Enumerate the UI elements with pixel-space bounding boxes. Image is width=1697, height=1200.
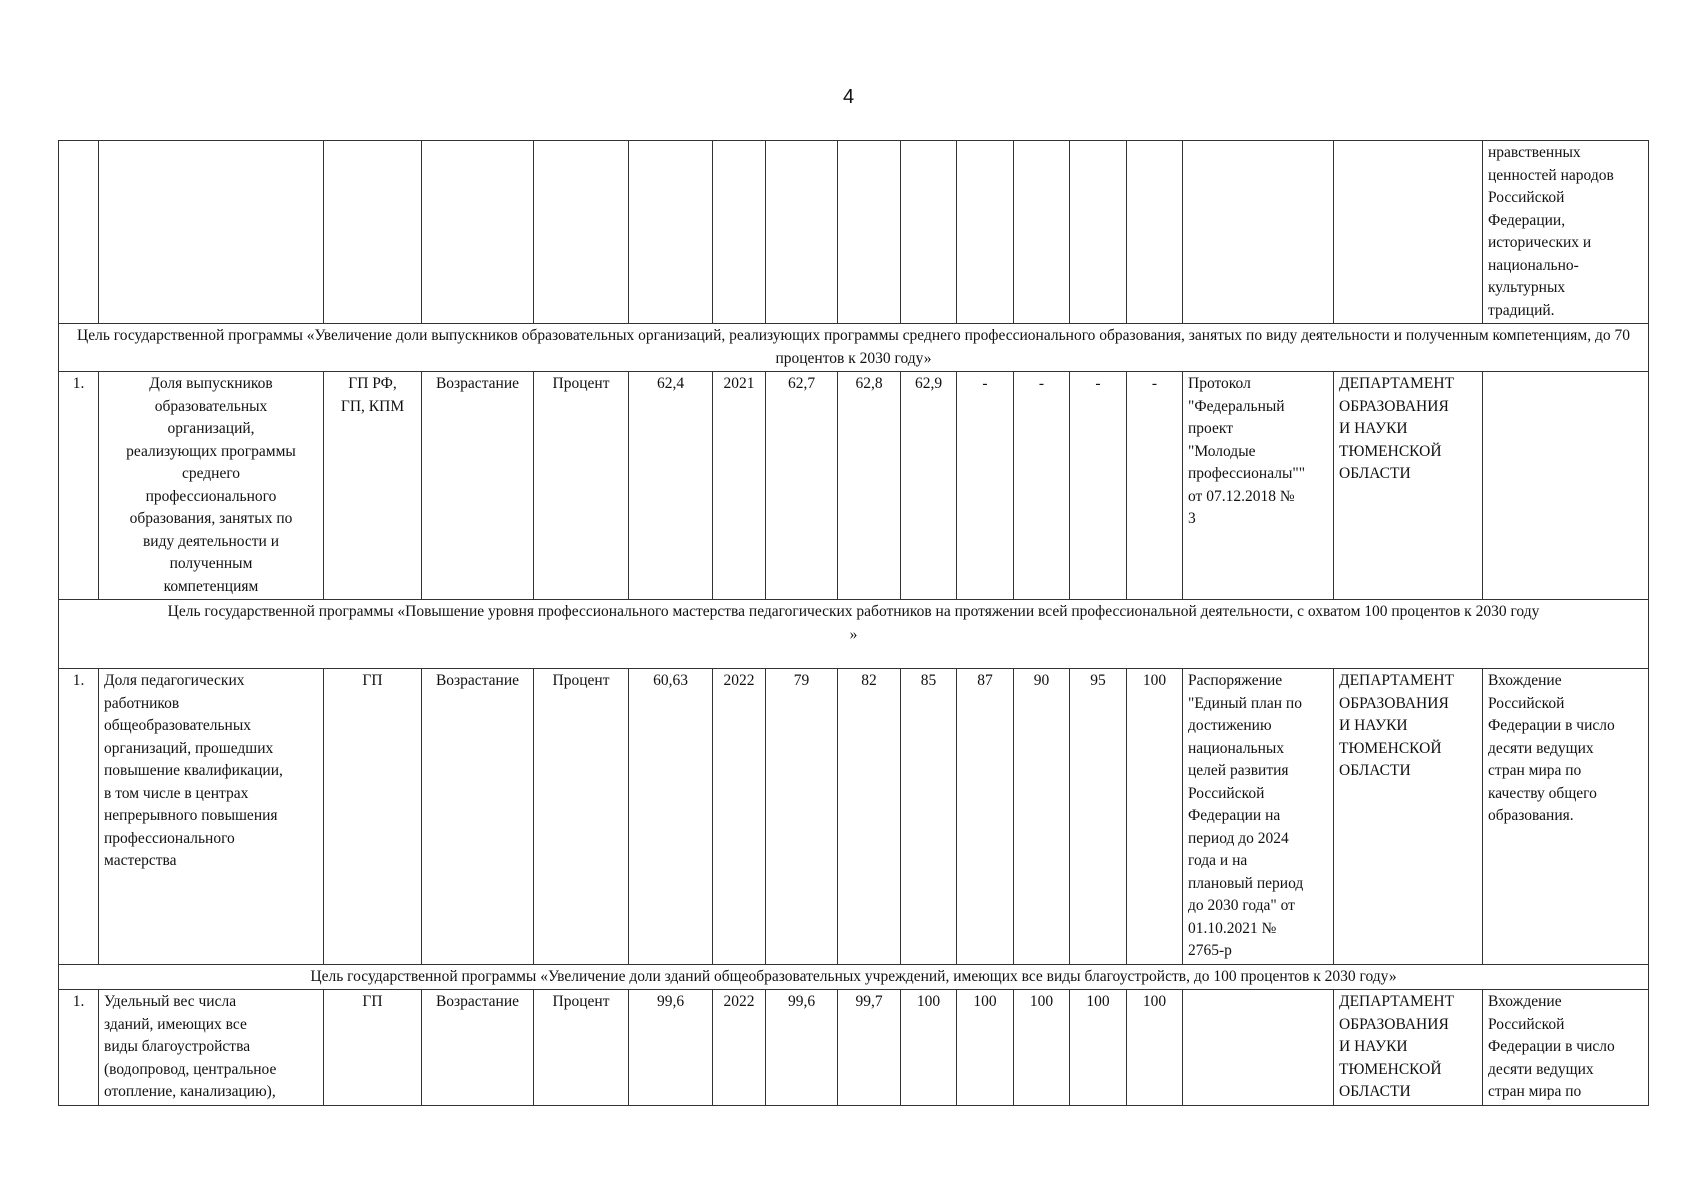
cell-base-year: 2022 — [713, 669, 766, 965]
page-number: 4 — [842, 86, 855, 108]
cell-name: Доля педагогических работников общеобразовательных организаций, прошедших повышение квалификации, в том числе в центрах непрерывного повышения профессионального мастерства — [99, 669, 324, 965]
cell-num: 1. — [59, 990, 99, 1106]
cell-value: 82 — [838, 669, 901, 965]
cell-name — [99, 141, 324, 324]
cell-unit: Процент — [534, 669, 629, 965]
cell-value: - — [1014, 372, 1070, 600]
cell-base-value: 62,4 — [629, 372, 713, 600]
cell-document — [1183, 141, 1334, 324]
cell-link: нравственных ценностей народов Российской Федерации, исторических и национально- культурных традиций. — [1483, 141, 1649, 324]
cell-value: 100 — [901, 990, 957, 1106]
cell-level: ГП РФ, ГП, КПМ — [324, 372, 422, 600]
cell-value — [1014, 141, 1070, 324]
cell-name: Удельный вес числа зданий, имеющих все виды благоустройства (водопровод, центральное отопление, канализацию), — [99, 990, 324, 1106]
cell-responsible: ДЕПАРТАМЕНТ ОБРАЗОВАНИЯ И НАУКИ ТЮМЕНСКОЙ ОБЛАСТИ — [1334, 990, 1483, 1106]
goal-title: Цель государственной программы «Увеличение доли выпускников образовательных организаций, реализующих программы среднего профессионального образования, занятых по виду деятельности и полученным компетенциям, до 70 процентов к 2030 году» — [59, 324, 1649, 372]
cell-link — [1483, 372, 1649, 600]
cell-value: - — [957, 372, 1014, 600]
cell-value: - — [1127, 372, 1183, 600]
cell-link: Вхождение Российской Федерации в число десяти ведущих стран мира по качеству общего образования. — [1483, 669, 1649, 965]
cell-value: 100 — [1127, 669, 1183, 965]
cell-level: ГП — [324, 990, 422, 1106]
goal-row — [59, 964, 1649, 990]
cell-responsible — [1334, 141, 1483, 324]
table-row — [59, 141, 1649, 324]
cell-value — [957, 141, 1014, 324]
cell-base-year: 2022 — [713, 990, 766, 1106]
cell-trend — [422, 141, 534, 324]
cell-value: 100 — [1014, 990, 1070, 1106]
cell-num: 1. — [59, 669, 99, 965]
cell-responsible: ДЕПАРТАМЕНТ ОБРАЗОВАНИЯ И НАУКИ ТЮМЕНСКОЙ ОБЛАСТИ — [1334, 669, 1483, 965]
cell-value: 95 — [1070, 669, 1127, 965]
cell-unit: Процент — [534, 372, 629, 600]
cell-value: 90 — [1014, 669, 1070, 965]
table-row — [59, 372, 1649, 600]
cell-unit — [534, 141, 629, 324]
cell-value: 99,6 — [766, 990, 838, 1106]
cell-unit: Процент — [534, 990, 629, 1106]
cell-base-value: 99,6 — [629, 990, 713, 1106]
goal-title: Цель государственной программы «Повышение уровня профессионального мастерства педагогических работников на протяжении всей профессиональной деятельности, с охватом 100 процентов к 2030 году » — [59, 600, 1649, 669]
cell-value: 79 — [766, 669, 838, 965]
cell-value: 85 — [901, 669, 957, 965]
cell-value: 100 — [1127, 990, 1183, 1106]
cell-value: 62,7 — [766, 372, 838, 600]
cell-value — [1070, 141, 1127, 324]
cell-trend: Возрастание — [422, 372, 534, 600]
goal-row — [59, 324, 1649, 372]
cell-base-value: 60,63 — [629, 669, 713, 965]
cell-responsible: ДЕПАРТАМЕНТ ОБРАЗОВАНИЯ И НАУКИ ТЮМЕНСКОЙ ОБЛАСТИ — [1334, 372, 1483, 600]
cell-value: 100 — [957, 990, 1014, 1106]
cell-value: 87 — [957, 669, 1014, 965]
cell-trend: Возрастание — [422, 990, 534, 1106]
table-row — [59, 990, 1649, 1106]
cell-link: Вхождение Российской Федерации в число десяти ведущих стран мира по — [1483, 990, 1649, 1106]
cell-value: 62,9 — [901, 372, 957, 600]
cell-base-year: 2021 — [713, 372, 766, 600]
goal-row — [59, 600, 1649, 669]
cell-num — [59, 141, 99, 324]
cell-base-value — [629, 141, 713, 324]
cell-value — [1127, 141, 1183, 324]
cell-value — [766, 141, 838, 324]
cell-value: 62,8 — [838, 372, 901, 600]
indicators-table — [58, 140, 1649, 1106]
cell-document — [1183, 990, 1334, 1106]
goal-title: Цель государственной программы «Увеличение доли зданий общеобразовательных учреждений, имеющих все виды благоустройств, до 100 процентов к 2030 году» — [59, 964, 1649, 990]
cell-name: Доля выпускников образовательных организаций, реализующих программы среднего профессионального образования, занятых по виду деятельности и полученным компетенциям — [99, 372, 324, 600]
cell-base-year — [713, 141, 766, 324]
table-row — [59, 669, 1649, 965]
cell-level — [324, 141, 422, 324]
cell-value — [901, 141, 957, 324]
cell-document: Распоряжение "Единый план по достижению национальных целей развития Российской Федерации на период до 2024 года и на плановый период до 2030 года" от 01.10.2021 № 2765-р — [1183, 669, 1334, 965]
cell-num: 1. — [59, 372, 99, 600]
cell-document: Протокол "Федеральный проект "Молодые профессионалы"" от 07.12.2018 № 3 — [1183, 372, 1334, 600]
cell-value: - — [1070, 372, 1127, 600]
cell-value: 99,7 — [838, 990, 901, 1106]
cell-level: ГП — [324, 669, 422, 965]
cell-value: 100 — [1070, 990, 1127, 1106]
cell-value — [838, 141, 901, 324]
cell-trend: Возрастание — [422, 669, 534, 965]
